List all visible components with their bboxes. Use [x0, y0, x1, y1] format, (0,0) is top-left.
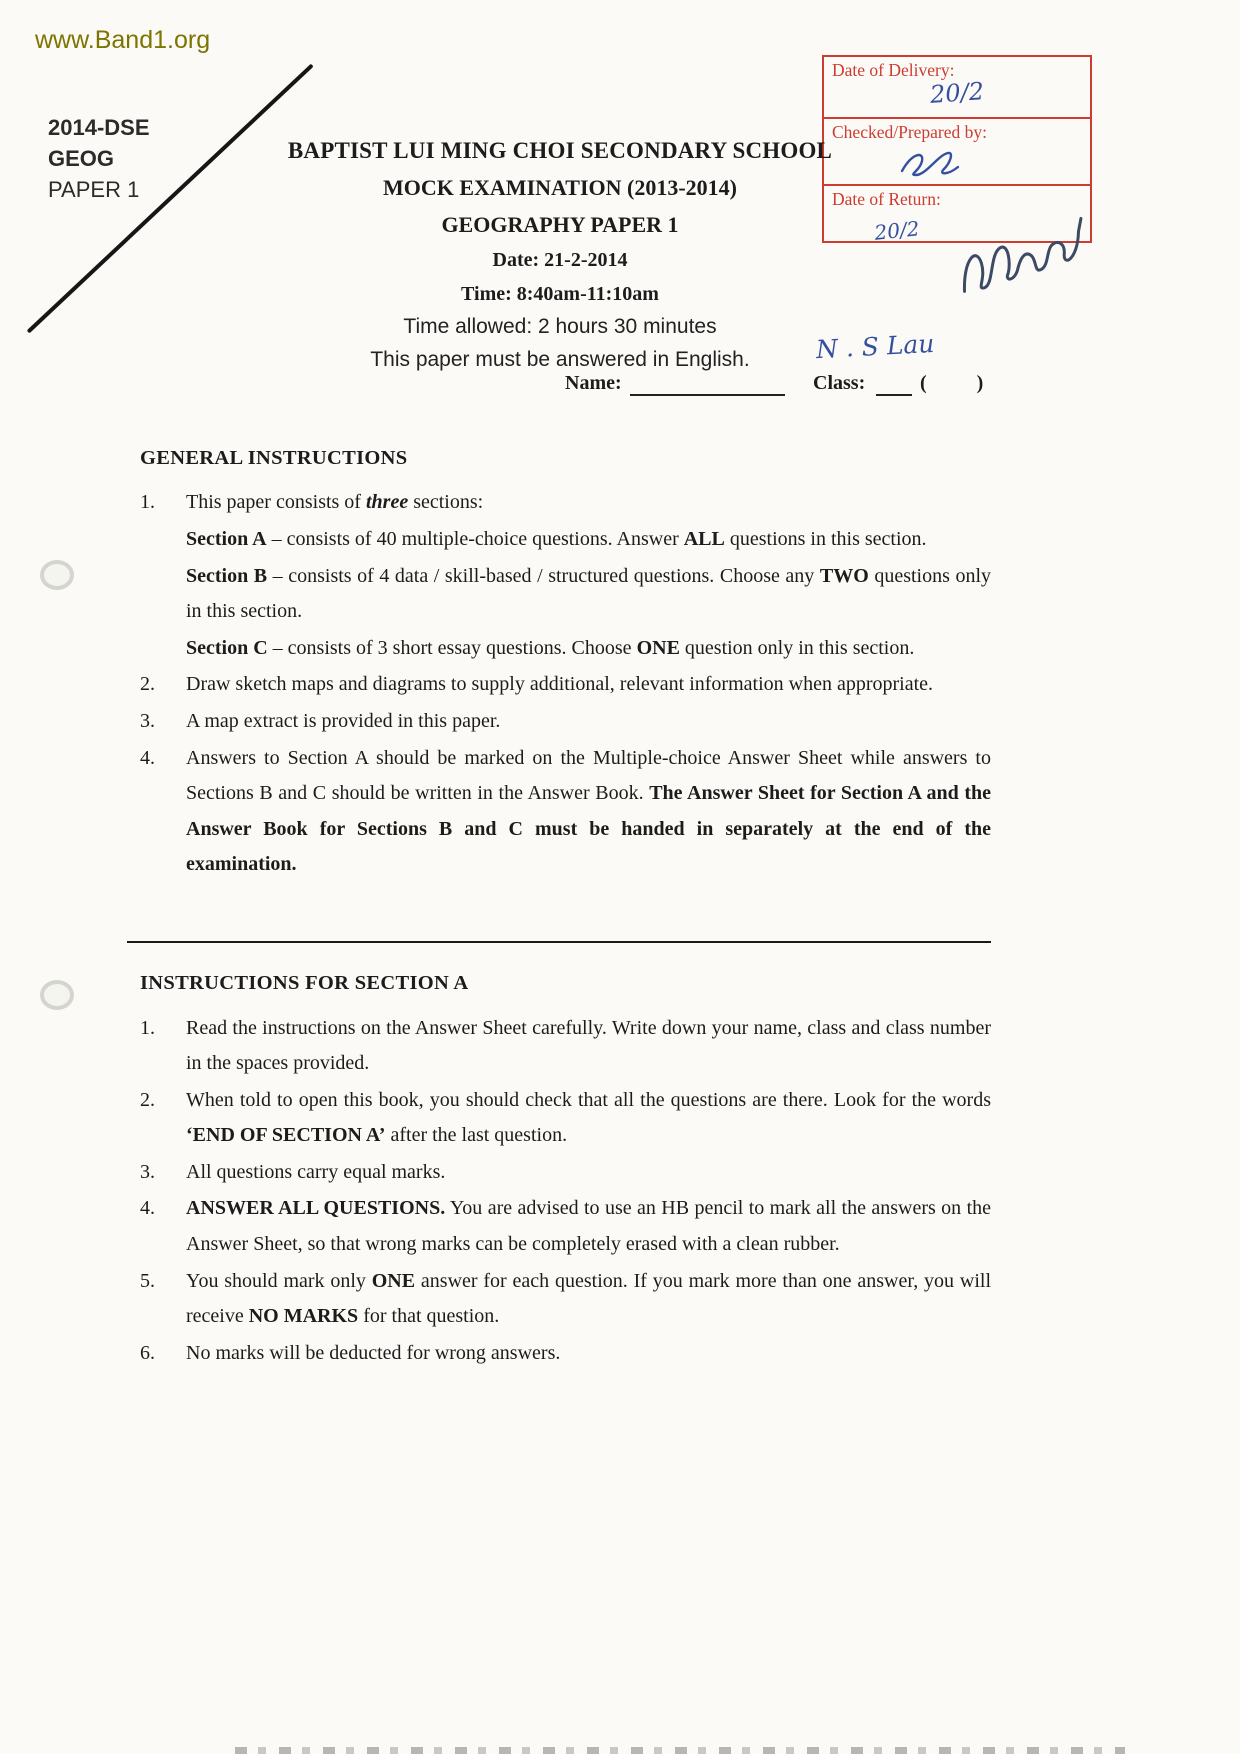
text-segment: The Answer Sheet for Section A and the Answer Book for Sections B and C must be handed in separately at the end of the examination.	[186, 782, 991, 876]
paper-code-label	[48, 112, 150, 205]
text-segment: TWO	[819, 564, 869, 587]
item-number: 4.	[140, 746, 155, 769]
class-label: Class:	[813, 372, 866, 394]
section-divider-line	[127, 941, 991, 943]
text-segment: – consists of 3 short essay questions. Choose	[267, 636, 637, 659]
text-segment: This paper consists of	[186, 491, 366, 514]
instruction-subitem	[127, 631, 991, 667]
section-a-instructions-list	[127, 1011, 991, 1372]
text-segment: ANSWER ALL QUESTIONS.	[186, 1197, 446, 1220]
general-instructions-list	[127, 485, 991, 883]
instruction-item	[127, 704, 991, 740]
stamp-delivery-value-handwritten: 20/2	[929, 77, 985, 109]
item-number: 6.	[140, 1341, 155, 1364]
subitem-indent	[140, 559, 186, 630]
paper-code-year: 2014-DSE	[48, 115, 150, 140]
item-number: 2.	[140, 673, 155, 696]
name-blank-line	[630, 374, 785, 396]
exam-header	[250, 138, 870, 372]
text-segment: Answers to Section A should be marked on the Multiple-choice Answer Sheet while answers to Sections B and C should be written in the Answer Book.	[186, 746, 991, 805]
watermark-url: www.Band1.org	[35, 26, 211, 54]
item-number: 3.	[140, 710, 155, 733]
instruction-item	[127, 667, 991, 703]
text-segment: NO MARKS	[248, 1305, 359, 1328]
text-segment: No marks will be deducted for wrong answers.	[186, 1341, 561, 1364]
school-name: BAPTIST LUI MING CHOI SECONDARY SCHOOL	[287, 138, 833, 163]
text-segment: All questions carry equal marks.	[186, 1160, 446, 1183]
text-segment: Draw sketch maps and diagrams to supply additional, relevant information when appropriate.	[186, 673, 934, 696]
page-edge-cutoff-artifact	[235, 1747, 1125, 1754]
item-number: 1.	[140, 491, 155, 514]
instruction-item	[127, 741, 991, 883]
instruction-item	[127, 1336, 991, 1372]
text-segment: sections:	[408, 491, 484, 514]
text-segment: three	[365, 491, 409, 514]
subitem-text	[186, 559, 991, 630]
exam-title: MOCK EXAMINATION (2013-2014)	[382, 175, 737, 200]
item-text	[186, 1083, 991, 1154]
instruction-item	[127, 1011, 991, 1082]
instruction-item	[127, 485, 991, 521]
hole-punch-bottom	[40, 980, 74, 1010]
handwritten-student-name: N . S Lau	[815, 328, 936, 365]
exam-date: Date: 21-2-2014	[492, 249, 628, 271]
instruction-item	[127, 1264, 991, 1335]
item-text	[186, 1011, 991, 1082]
text-segment: answer for each question. If you mark more than one answer, you will receive	[186, 1269, 991, 1328]
instruction-subitem	[127, 522, 991, 558]
text-segment: Section B	[186, 564, 268, 587]
text-segment: – consists of 40 multiple-choice questions. Answer	[266, 528, 684, 551]
item-number: 3.	[140, 1160, 155, 1183]
instruction-item	[127, 1191, 991, 1262]
exam-time: Time: 8:40am-11:10am	[461, 283, 659, 305]
item-text	[186, 1191, 991, 1262]
subitem-indent	[140, 522, 186, 558]
class-blank-line	[876, 374, 912, 396]
class-number-parens: ( )	[920, 372, 984, 394]
item-text	[186, 1336, 991, 1372]
paper-code-subject: GEOG	[48, 146, 115, 171]
stamp-return-value-handwritten: 20/2	[873, 216, 921, 245]
text-segment: When told to open this book, you should check that all the questions are there. Look for the words	[186, 1088, 991, 1111]
paper-title: GEOGRAPHY PAPER 1	[441, 212, 679, 237]
language-note: This paper must be answered in English.	[370, 348, 750, 371]
text-segment: ALL	[683, 528, 725, 551]
text-segment: Section A	[186, 528, 267, 551]
instruction-subitem	[127, 559, 991, 630]
text-segment: questions only in this section.	[186, 564, 991, 623]
text-segment: questions in this section.	[724, 528, 927, 551]
text-segment: You are advised to use an HB pencil to mark all the answers on the Answer Sheet, so that wrong marks can be completely erased with a clean rubber.	[186, 1197, 992, 1256]
text-segment: ONE	[371, 1269, 416, 1292]
item-number: 4.	[140, 1197, 155, 1220]
instructions-column	[127, 440, 991, 1372]
instruction-item	[127, 1155, 991, 1191]
item-text	[186, 704, 991, 740]
general-instructions-title: GENERAL INSTRUCTIONS	[140, 447, 408, 469]
text-segment: question only in this section.	[679, 636, 915, 659]
stamp-delivery-label: Date of Delivery:	[832, 60, 955, 80]
stamp-delivery-cell	[824, 57, 1090, 119]
text-segment: for that question.	[358, 1305, 500, 1328]
item-number: 5.	[140, 1269, 155, 1292]
stamp-return-label: Date of Return:	[832, 189, 941, 209]
subitem-text	[186, 522, 991, 558]
item-number: 1.	[140, 1016, 155, 1039]
text-segment: A map extract is provided in this paper.	[186, 710, 501, 733]
stamp-checked-label: Checked/Prepared by:	[832, 122, 988, 142]
text-segment: after the last question.	[385, 1124, 568, 1147]
text-segment: Read the instructions on the Answer Sheet carefully. Write down your name, class and class number in the spaces provided.	[186, 1016, 991, 1075]
text-segment: Section C	[186, 636, 268, 659]
item-number: 2.	[140, 1088, 155, 1111]
name-label: Name:	[565, 372, 622, 394]
item-text	[186, 1264, 991, 1335]
subitem-indent	[140, 631, 186, 667]
hole-punch-top	[40, 560, 74, 590]
text-segment: You should mark only	[186, 1269, 372, 1292]
paper-code-paper: PAPER 1	[48, 177, 140, 202]
section-a-instructions-title: INSTRUCTIONS FOR SECTION A	[140, 972, 469, 995]
time-allowed-note: Time allowed: 2 hours 30 minutes	[403, 315, 717, 338]
text-segment: ONE	[636, 636, 680, 659]
item-text	[186, 741, 991, 883]
text-segment: – consists of 4 data / skill-based / structured questions. Choose any	[267, 564, 820, 587]
item-text	[186, 667, 991, 703]
instruction-item	[127, 1083, 991, 1154]
signature-scribble	[894, 145, 1082, 184]
item-text	[186, 1155, 991, 1191]
item-text	[186, 485, 991, 521]
text-segment: ‘END OF SECTION A’	[186, 1124, 386, 1147]
subitem-text	[186, 631, 991, 667]
